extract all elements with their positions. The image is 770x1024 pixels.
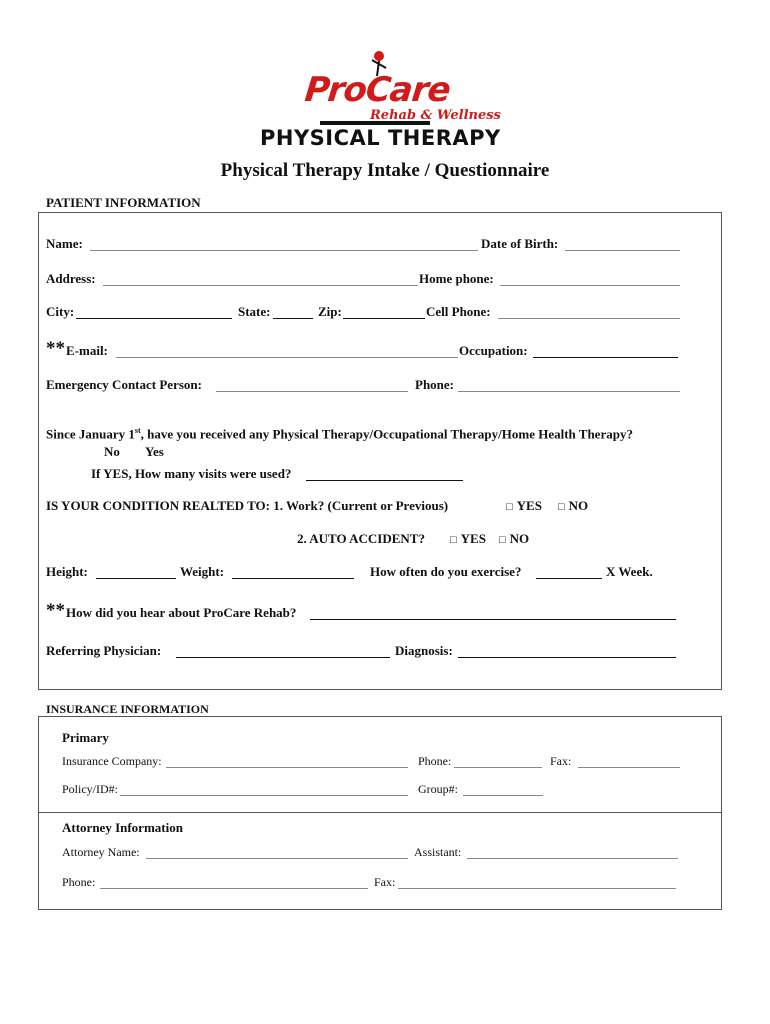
insurance-phone-field[interactable] — [454, 767, 542, 768]
hear-about-field[interactable] — [310, 619, 676, 620]
state-field[interactable] — [273, 318, 313, 319]
auto-yes-label: YES — [460, 531, 486, 546]
logo-tagline: Rehab & Wellness — [370, 108, 501, 123]
city-label: City: — [46, 304, 75, 319]
insurance-company-field[interactable] — [166, 767, 408, 768]
referring-physician-label: Referring Physician: — [46, 643, 162, 658]
prior-therapy-question-end: , have you received any Physical Therapy/Occupational Therapy/Home Health Therapy? — [140, 426, 633, 442]
prior-therapy-yes[interactable]: Yes — [145, 444, 164, 459]
section-divider — [39, 812, 721, 813]
assistant-field[interactable] — [467, 858, 678, 859]
procare-logo — [260, 50, 510, 160]
dob-label: Date of Birth: — [481, 236, 559, 251]
work-no-label: NO — [568, 498, 589, 513]
email-label: E-mail: — [66, 343, 108, 358]
x-week-label: X Week. — [606, 564, 653, 579]
name-label: Name: — [46, 236, 83, 251]
state-label: State: — [238, 304, 271, 319]
policy-id-field[interactable] — [120, 795, 408, 796]
referring-physician-field[interactable] — [176, 657, 390, 658]
auto-yes-checkbox[interactable]: □ — [450, 534, 457, 546]
home-phone-field[interactable] — [500, 285, 680, 286]
work-yes-label: YES — [516, 498, 542, 513]
home-phone-label: Home phone: — [419, 271, 494, 286]
logo-subtitle: PHYSICAL THERAPY — [260, 126, 501, 150]
insurance-company-label: Insurance Company: — [62, 754, 162, 768]
visits-label: If YES, How many visits were used? — [91, 466, 292, 481]
condition-question: IS YOUR CONDITION REALTED TO: 1. Work? (Current or Previous) — [46, 498, 449, 513]
zip-label: Zip: — [318, 304, 342, 319]
attorney-heading: Attorney Information — [62, 820, 183, 835]
height-field[interactable] — [96, 578, 176, 579]
dob-field[interactable] — [565, 250, 680, 251]
patient-info-heading: PATIENT INFORMATION — [46, 195, 201, 210]
cell-phone-field[interactable] — [498, 318, 680, 319]
visits-field[interactable] — [306, 480, 463, 481]
auto-no-option[interactable] — [499, 531, 529, 547]
email-required-marker: ** — [46, 338, 65, 359]
prior-therapy-question — [46, 426, 633, 442]
assistant-label: Assistant: — [414, 845, 462, 859]
work-yes-option[interactable] — [506, 498, 542, 514]
weight-field[interactable] — [232, 578, 354, 579]
occupation-field[interactable] — [533, 357, 678, 358]
occupation-label: Occupation: — [459, 343, 528, 358]
insurance-fax-field[interactable] — [578, 767, 680, 768]
cell-phone-label: Cell Phone: — [426, 304, 491, 319]
auto-no-checkbox[interactable]: □ — [499, 534, 506, 546]
emergency-phone-field[interactable] — [458, 391, 680, 392]
emergency-phone-label: Phone: — [415, 377, 454, 392]
work-no-option[interactable] — [558, 498, 588, 514]
attorney-name-label: Attorney Name: — [62, 845, 140, 859]
work-yes-checkbox[interactable]: □ — [506, 501, 513, 513]
attorney-phone-label: Phone: — [62, 875, 96, 889]
address-label: Address: — [46, 271, 96, 286]
hear-about-label: How did you hear about ProCare Rehab? — [66, 605, 297, 620]
attorney-fax-label: Fax: — [374, 875, 396, 889]
weight-label: Weight: — [180, 564, 225, 579]
work-no-checkbox[interactable]: □ — [558, 501, 565, 513]
page-title: Physical Therapy Intake / Questionnaire — [220, 160, 550, 181]
insurance-fax-label: Fax: — [550, 754, 572, 768]
ordinal-suffix: st — [134, 426, 141, 435]
exercise-field[interactable] — [536, 578, 602, 579]
city-field[interactable] — [76, 318, 232, 319]
auto-accident-question: 2. AUTO ACCIDENT? — [297, 531, 425, 546]
height-label: Height: — [46, 564, 88, 579]
prior-therapy-question-start: Since January 1 — [46, 426, 135, 442]
zip-field[interactable] — [343, 318, 425, 319]
insurance-heading: INSURANCE INFORMATION — [46, 702, 209, 716]
logo-brand: ProCare — [302, 70, 452, 110]
diagnosis-label: Diagnosis: — [395, 643, 453, 658]
prior-therapy-no[interactable]: No — [104, 444, 120, 459]
auto-no-label: NO — [509, 531, 530, 546]
emergency-contact-field[interactable] — [216, 391, 408, 392]
attorney-phone-field[interactable] — [100, 888, 368, 889]
policy-id-label: Policy/ID#: — [62, 782, 118, 796]
attorney-name-field[interactable] — [146, 858, 408, 859]
insurance-phone-label: Phone: — [418, 754, 452, 768]
primary-heading: Primary — [62, 730, 109, 745]
group-field[interactable] — [463, 795, 543, 796]
exercise-label: How often do you exercise? — [370, 564, 522, 579]
emergency-contact-label: Emergency Contact Person: — [46, 377, 202, 392]
attorney-fax-field[interactable] — [398, 888, 676, 889]
diagnosis-field[interactable] — [458, 657, 676, 658]
email-field[interactable] — [116, 357, 458, 358]
hear-required-marker: ** — [46, 600, 65, 621]
group-label: Group#: — [418, 782, 458, 796]
address-field[interactable] — [103, 285, 418, 286]
name-field[interactable] — [90, 250, 478, 251]
auto-yes-option[interactable] — [450, 531, 486, 547]
